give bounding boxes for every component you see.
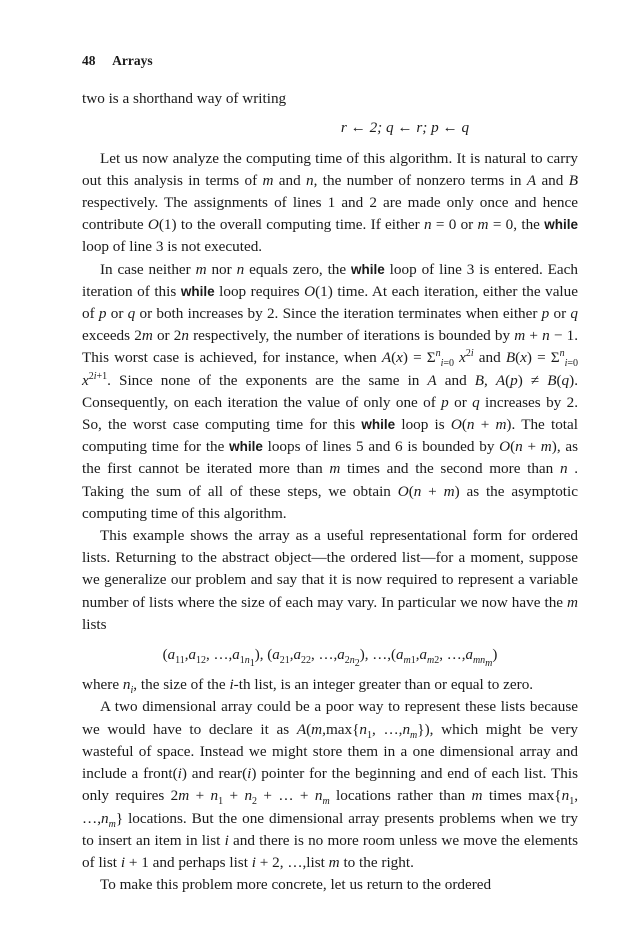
running-header bbox=[82, 50, 578, 72]
paragraph-analysis: Let us now analyze the computing time of this algorithm. It is natural to carry out this analysis in terms of m and n, the number of nonzero terms in A and B respectively. The assignments of lines 1 and 2 are made only once and hence contribute O(1) to the overall computing time. If either n = 0 or m = 0, the while loop of line 3 is not executed. bbox=[82, 149, 578, 256]
paragraph-where: where $n_i$, the size of the i-th list, is an integer greater than or equal to zero. bbox=[82, 676, 534, 697]
paragraph-two-dimensional: A two dimensional array could be a poor way to represent these lists because we would have to declare it as $A(m,\max\{n_1$, $\dots,n_m$}), which might be very wasteful of space. Instead we might store them in a one dimensional array and include a front(i) and rear(i) pointer for the beginning and end of each list. This only requires $2m + n_1 + n_2$ + … + $n_m$ locations rather than m times $\max\{n_1$, $\dots,n_m$} locations. But the one dimensional array presents problems when we try to insert an item in list i and there is no more room unless we move the elements of list i + 1 and perhaps list i + 2, …,list m to the right. bbox=[82, 698, 579, 871]
book-page bbox=[82, 50, 578, 896]
page-number: 48 bbox=[82, 53, 96, 68]
paragraph-intro: two is a shorthand way of writing bbox=[82, 90, 287, 108]
paragraph-while-loop: In case neither m nor n equals zero, the while loop of line 3 is entered. Each iteration of this while loop requires O(1) time. At each iteration, either the value of p or q or both increases by 2. Since the iteration terminates when either p or q exceeds 2m or 2n respectively, the number of iterations is bounded by m + n − 1. This worst case is achieved, for instance, when $A(x) = \Sigma^n_{i=0}$ $x^{2i}$ and $B(x) = \Sigma^n_{i=0}$ $x^{2i+1}$. Since none of the exponents are the same in A and B, A(p) ≠ B(q). Consequently, on each iteration the value of only one of p or q increases by 2. So, the worst case computing time for this while loop is O(n + m). The total computing time for the while loops of lines 5 and 6 is bounded by O(n + m), as the first cannot be iterated more than m times and the second more than n . Taking the sum of all of these steps, we obtain O(n + m) as the asymptotic computing time of this algorithm. bbox=[82, 260, 579, 522]
running-title: Arrays bbox=[112, 53, 153, 68]
display-equation-assignments: r ← 2; q ← r; p ← q bbox=[340, 119, 470, 137]
paragraph-ordered-lists: This example shows the array as a useful representational form for ordered lists. Returning to the abstract object—the ordered list—for a moment, suppose we generalize our problem and say that it is now required to represent a variable number of lists where the size of each may vary. In particular we now have the m lists bbox=[82, 527, 578, 633]
display-equation-lists: ($a_{11},a_{12}$, $\dots,a_{1n_1}$), ($a_{21},a_{22}$, $\dots,a_{2n_2}$), $\dots,(a_{m1},a_{m2}$, $\dots,a_{mn_m}$) bbox=[162, 647, 498, 670]
paragraph-concrete: To make this problem more concrete, let us return to the ordered bbox=[100, 876, 492, 894]
